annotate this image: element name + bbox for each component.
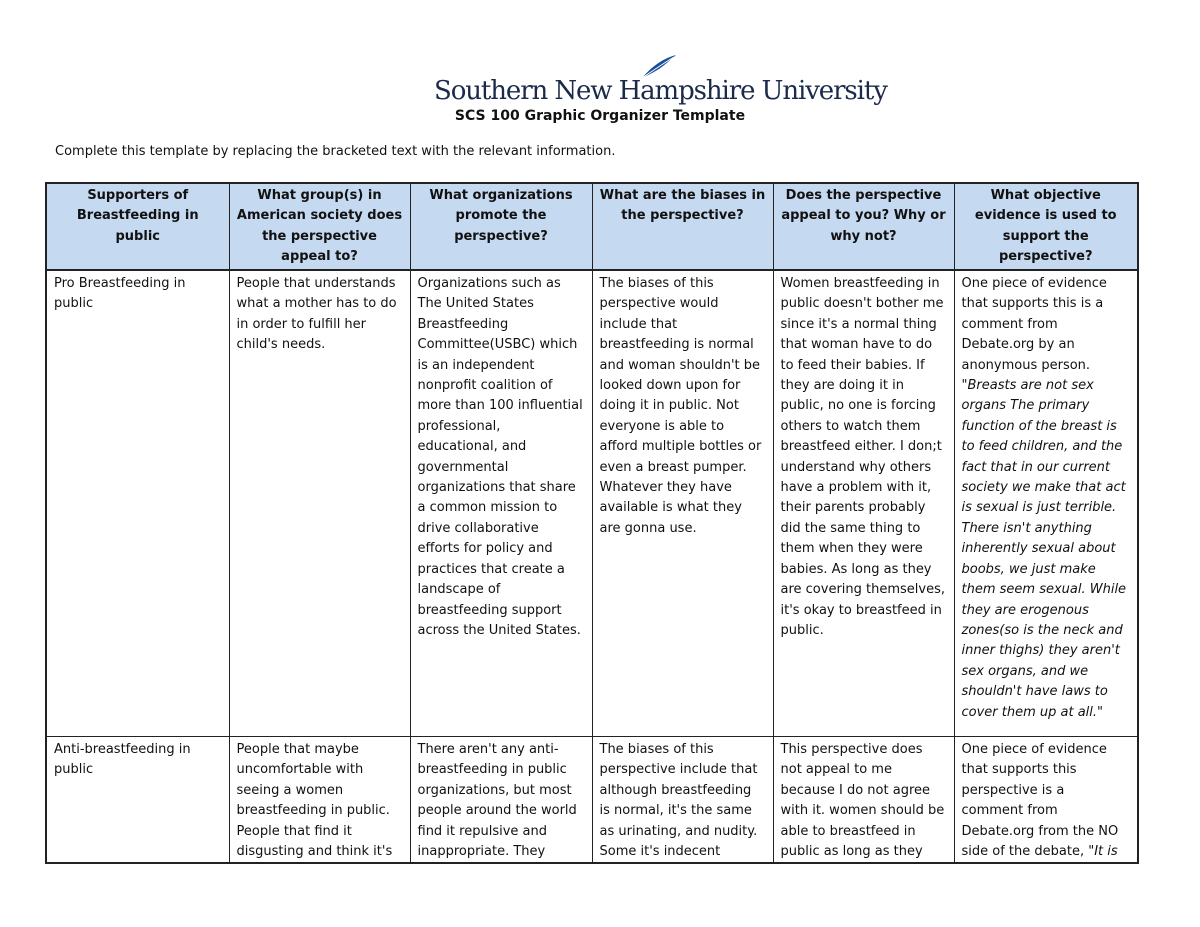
table-row	[46, 737, 1138, 864]
table-header-row	[46, 183, 1138, 270]
cell-biases: The biases of this perspective include that although breastfeeding is normal, it's the same as urinating, and nudity. Some it's indecent	[592, 737, 773, 864]
cell-perspective: Anti-breastfeeding in public	[46, 737, 229, 864]
university-logo	[434, 54, 887, 106]
cell-appeal: This perspective does not appeal to me because I do not agree with it. women should be able to breastfeed in public as long as they	[773, 737, 954, 864]
cell-perspective: Pro Breastfeeding in public	[46, 270, 229, 737]
evidence-intro: One piece of evidence that supports this perspective is a comment from Debate.org from the NO side of the debate,	[961, 742, 1119, 860]
evidence-intro: One piece of evidence that supports this is a comment from Debate.org by an anonymous person.	[961, 276, 1107, 373]
cell-groups: People that maybe uncomfortable with seeing a women breastfeeding in public. People that find it disgusting and think it's	[229, 737, 410, 864]
cell-evidence	[954, 737, 1138, 864]
cell-biases: The biases of this perspective would include that breastfeeding is normal and woman shouldn't be looked down upon for doing it in public. Not everyone is able to afford multiple bottles or even a breast pumper. Whatever they have available is what they are gonna use.	[592, 270, 773, 737]
evidence-quote: "Breasts are not sex organs The primary function of the breast is to feed children, and the fact that in our current society we make that act is sexual is just terrible. There isn't anything inherently sexual about boobs, we just make them seem sexual. While they are erogenous zones(so is the neck and inner thighs) they aren't sex organs, and we shouldn't have laws to cover them up at all."	[961, 378, 1127, 720]
cell-organizations: There aren't any anti-breastfeeding in public organizations, but most people around the world find it repulsive and inappropriate. They	[410, 737, 592, 864]
header-organizations: What organizations promote the perspective?	[410, 183, 592, 270]
cell-appeal: Women breastfeeding in public doesn't bother me since it's a normal thing that woman have to do to feed their babies. If they are doing it in public, no one is forcing others to watch them breastfeed either. I don;t understand why others have a problem with it, their parents probably did the same thing to them when they were babies. As long as they are covering themselves, it's okay to breastfeed in public.	[773, 270, 954, 737]
evidence-quote: "It is	[1088, 844, 1118, 860]
cell-evidence	[954, 270, 1138, 737]
instructions-text: Complete this template by replacing the bracketed text with the relevant information.	[55, 144, 616, 159]
table-row	[46, 270, 1138, 737]
header-perspective: Supporters of Breastfeeding in public	[46, 183, 229, 270]
cell-groups: People that understands what a mother has to do in order to fulfill her child's needs.	[229, 270, 410, 737]
header-groups: What group(s) in American society does the perspective appeal to?	[229, 183, 410, 270]
university-wordmark: Southern New Hampshire University	[434, 76, 887, 106]
document-title: SCS 100 Graphic Organizer Template	[454, 108, 746, 124]
header-appeal: Does the perspective appeal to you? Why or why not?	[773, 183, 954, 270]
cell-organizations: Organizations such as The United States Breastfeeding Committee(USBC) which is an independent nonprofit coalition of more than 100 influential professional, educational, and governmental organizations that share a common mission to drive collaborative efforts for policy and practices that create a landscape of breastfeeding support across the United States.	[410, 270, 592, 737]
graphic-organizer-table	[45, 182, 1139, 864]
header-evidence: What objective evidence is used to support the perspective?	[954, 183, 1138, 270]
header-biases: What are the biases in the perspective?	[592, 183, 773, 270]
